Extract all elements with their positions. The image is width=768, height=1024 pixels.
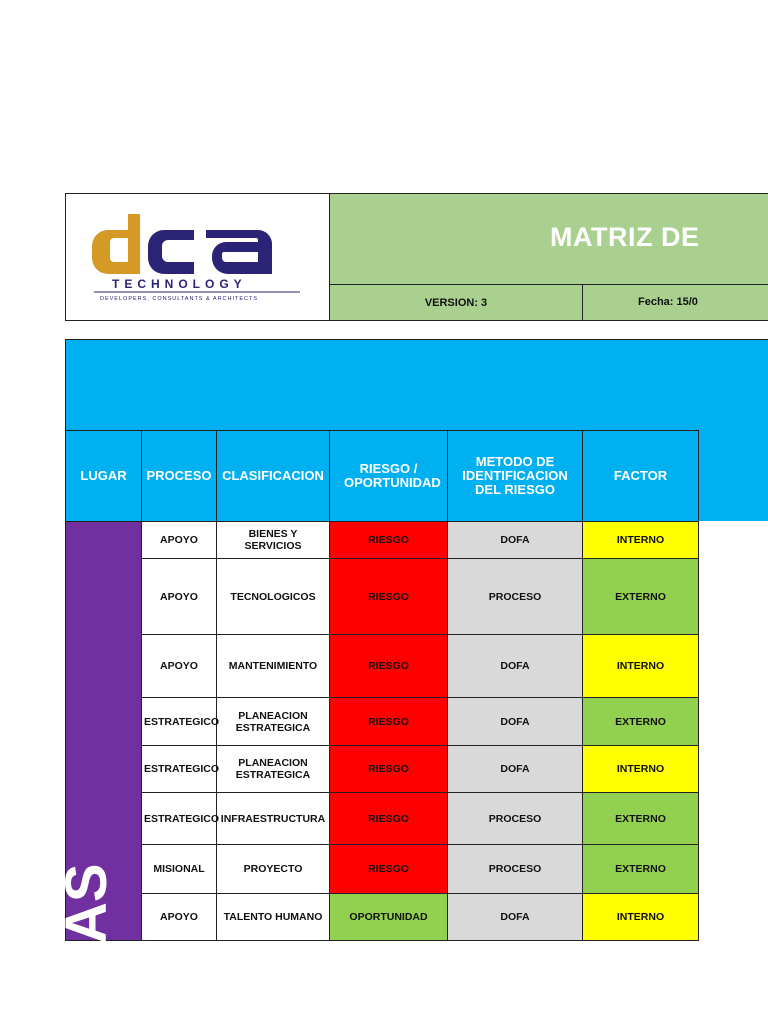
table-row xyxy=(66,559,699,635)
column-header-riesgo-oportunidad: RIESGO / OPORTUNIDAD xyxy=(330,431,448,522)
proceso-cell: MISIONAL xyxy=(142,845,217,894)
lugar-value: AS xyxy=(54,863,119,944)
risk-matrix-table xyxy=(54,430,699,944)
clasificacion-cell: TECNOLOGICOS xyxy=(217,559,330,635)
table-row xyxy=(66,698,699,746)
metodo-cell: DOFA xyxy=(448,746,583,793)
table-row xyxy=(66,894,699,941)
logo-wordmark: TECHNOLOGY xyxy=(112,277,247,291)
riesgo-cell: RIESGO xyxy=(330,845,448,894)
table-header-row xyxy=(66,431,699,522)
date-cell xyxy=(582,284,768,321)
metodo-cell: PROCESO xyxy=(448,845,583,894)
factor-cell: INTERNO xyxy=(583,522,699,559)
table-row xyxy=(66,635,699,698)
proceso-cell: APOYO xyxy=(142,559,217,635)
column-header-metodo: METODO DE IDENTIFICACION DEL RIESGO xyxy=(448,431,583,522)
clasificacion-cell: MANTENIMIENTO xyxy=(217,635,330,698)
version-cell: VERSION: 3 xyxy=(329,284,583,321)
proceso-cell: ESTRATEGICO xyxy=(142,746,217,793)
factor-cell: EXTERNO xyxy=(583,793,699,845)
title-band xyxy=(329,193,768,285)
document-title: MATRIZ DE xyxy=(550,222,700,252)
metodo-cell: DOFA xyxy=(448,522,583,559)
table-row xyxy=(66,746,699,793)
clasificacion-cell: PLANEACION ESTRATEGICA xyxy=(217,746,330,793)
clasificacion-cell: INFRAESTRUCTURA xyxy=(217,793,330,845)
oportunidad-cell: OPORTUNIDAD xyxy=(330,894,448,941)
company-logo-cell xyxy=(65,193,330,321)
riesgo-cell: RIESGO xyxy=(330,635,448,698)
table-row xyxy=(66,522,699,559)
proceso-cell: APOYO xyxy=(142,635,217,698)
clasificacion-cell: PLANEACION ESTRATEGICA xyxy=(217,698,330,746)
proceso-cell: ESTRATEGICO xyxy=(142,793,217,845)
dca-logo xyxy=(94,212,304,304)
metodo-cell: PROCESO xyxy=(448,559,583,635)
factor-cell: EXTERNO xyxy=(583,559,699,635)
lugar-cell xyxy=(54,522,142,944)
clasificacion-cell: PROYECTO xyxy=(217,845,330,894)
riesgo-cell: RIESGO xyxy=(330,793,448,845)
factor-cell: INTERNO xyxy=(583,746,699,793)
column-header-factor: FACTOR xyxy=(583,431,699,522)
proceso-cell: APOYO xyxy=(142,894,217,941)
column-header-proceso: PROCESO xyxy=(142,431,217,522)
clasificacion-cell: BIENES Y SERVICIOS xyxy=(217,522,330,559)
riesgo-cell: RIESGO xyxy=(330,559,448,635)
riesgo-cell: RIESGO xyxy=(330,698,448,746)
factor-cell: INTERNO xyxy=(583,635,699,698)
column-header-clasificacion: CLASIFICACION xyxy=(217,431,330,522)
factor-cell: INTERNO xyxy=(583,894,699,941)
table-row xyxy=(66,793,699,845)
riesgo-cell: RIESGO xyxy=(330,746,448,793)
proceso-cell: APOYO xyxy=(142,522,217,559)
metodo-cell: DOFA xyxy=(448,635,583,698)
factor-cell: EXTERNO xyxy=(583,698,699,746)
table-row xyxy=(66,845,699,894)
metodo-cell: DOFA xyxy=(448,698,583,746)
section-header-band-extension xyxy=(697,431,768,521)
metodo-cell: DOFA xyxy=(448,894,583,941)
proceso-cell: ESTRATEGICO xyxy=(142,698,217,746)
clasificacion-cell: TALENTO HUMANO xyxy=(217,894,330,941)
date-text: Fecha: 15/0 xyxy=(638,296,698,308)
metodo-cell: PROCESO xyxy=(448,793,583,845)
riesgo-cell: RIESGO xyxy=(330,522,448,559)
column-header-lugar: LUGAR xyxy=(66,431,142,522)
logo-tagline: DEVELOPERS, CONSULTANTS & ARCHITECTS xyxy=(100,296,259,302)
factor-cell: EXTERNO xyxy=(583,845,699,894)
